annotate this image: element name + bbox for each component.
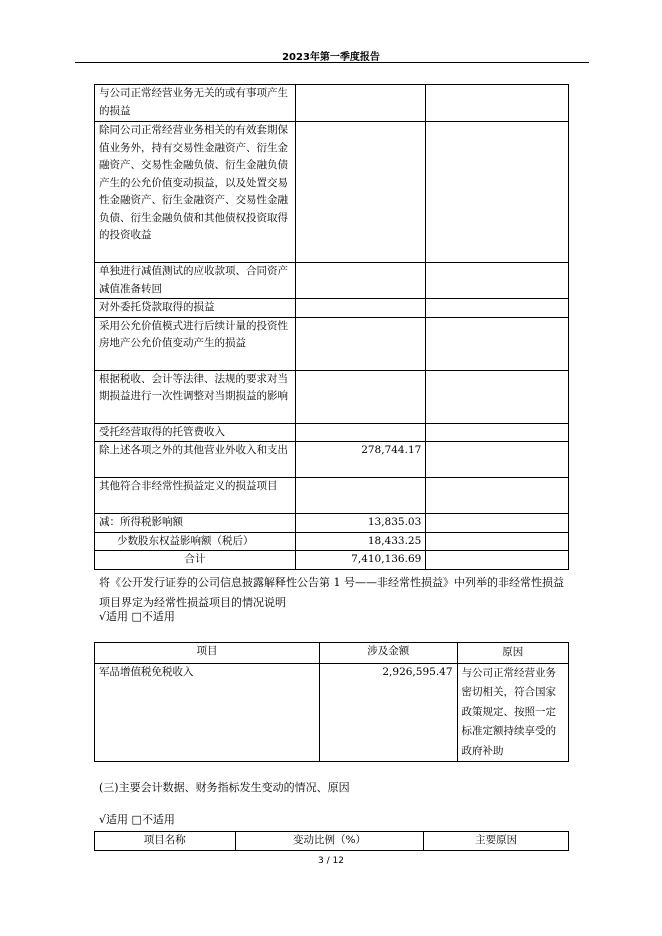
row-item-label: 单独进行减值测试的应收款项、合同资产减值准备转回 bbox=[95, 263, 296, 299]
row-item-label: 除同公司正常经营业务相关的有效套期保值业务外，持有交易性金融资产、衍生金融资产、交易性金融负债、衍生金融负债产生的公允价值变动损益，以及处置交易性金融资产、衍生金融资产、交易性金融负债、衍生金融负债和其他债权投资取得的投资收益 bbox=[95, 122, 296, 263]
row-amount bbox=[295, 317, 426, 370]
table-row bbox=[95, 478, 569, 514]
row-amount bbox=[295, 423, 426, 442]
row-note bbox=[426, 532, 569, 551]
row-note bbox=[426, 514, 569, 533]
table-row bbox=[95, 85, 569, 122]
table-row bbox=[95, 299, 569, 318]
table-row bbox=[95, 370, 569, 423]
table-row bbox=[95, 317, 569, 370]
table-header-row bbox=[95, 643, 569, 664]
non-recurring-gains-table bbox=[94, 84, 569, 570]
table-row bbox=[95, 423, 569, 442]
table-row bbox=[95, 263, 569, 299]
row-note bbox=[426, 122, 569, 263]
row-amount bbox=[295, 370, 426, 423]
row-amount: 2,926,595.47 bbox=[319, 663, 457, 762]
table-row-total bbox=[95, 551, 569, 570]
row-note bbox=[426, 478, 569, 514]
row-amount: 18,433.25 bbox=[295, 532, 426, 551]
row-note bbox=[426, 299, 569, 318]
column-header-change-ratio: 变动比例（%） bbox=[235, 832, 424, 851]
row-note bbox=[426, 263, 569, 299]
row-reason: 与公司正常经营业务密切相关，符合国家政策规定、按照一定标准定额持续享受的政府补助 bbox=[457, 663, 568, 762]
row-amount: 13,835.03 bbox=[295, 514, 426, 533]
row-note bbox=[426, 85, 569, 122]
row-note bbox=[426, 551, 569, 570]
row-note bbox=[426, 442, 569, 478]
row-note bbox=[426, 317, 569, 370]
report-header-title: 2023年第一季度报告 bbox=[282, 52, 380, 63]
column-header-item: 项目 bbox=[95, 643, 320, 664]
column-header-amount: 涉及金额 bbox=[319, 643, 457, 664]
reclassified-items-table bbox=[94, 642, 569, 762]
column-header-item-name: 项目名称 bbox=[95, 832, 236, 851]
applicability-indicator: √适用 □不适用 bbox=[99, 610, 175, 623]
row-item-label: 少数股东权益影响额（税后） bbox=[95, 532, 296, 551]
row-amount bbox=[295, 122, 426, 263]
table-row bbox=[95, 514, 569, 533]
applicability-indicator: √适用 □不适用 bbox=[99, 813, 175, 826]
indicator-change-table bbox=[94, 831, 569, 851]
table-row bbox=[95, 122, 569, 263]
row-amount: 278,744.17 bbox=[295, 442, 426, 478]
column-header-main-reason: 主要原因 bbox=[424, 832, 569, 851]
row-note bbox=[426, 370, 569, 423]
row-item-label: 除上述各项之外的其他营业外收入和支出 bbox=[95, 442, 296, 478]
header-divider bbox=[75, 62, 589, 63]
table-header-row bbox=[95, 832, 569, 851]
row-item-label: 其他符合非经常性损益定义的损益项目 bbox=[95, 478, 296, 514]
row-item-label: 军品增值税免税收入 bbox=[95, 663, 320, 762]
row-item-label: 根据税收、会计等法律、法规的要求对当期损益进行一次性调整对当期损益的影响 bbox=[95, 370, 296, 423]
row-item-label: 减：所得税影响额 bbox=[95, 514, 296, 533]
row-item-label: 对外委托贷款取得的损益 bbox=[95, 299, 296, 318]
row-amount bbox=[295, 85, 426, 122]
table-row bbox=[95, 442, 569, 478]
row-amount bbox=[295, 263, 426, 299]
row-amount bbox=[295, 478, 426, 514]
row-item-label: 采用公允价值模式进行后续计量的投资性房地产公允价值变动产生的损益 bbox=[95, 317, 296, 370]
section-title: (三)主要会计数据、财务指标发生变动的情况、原因 bbox=[99, 781, 350, 794]
reclassification-note: 将《公开发行证券的公司信息披露解释性公告第 1 号——非经常性损益》中列举的非经常性损益项目界定为经常性损益项目的情况说明 bbox=[99, 576, 564, 609]
row-note bbox=[426, 423, 569, 442]
row-amount: 7,410,136.69 bbox=[295, 551, 426, 570]
row-item-label: 合计 bbox=[95, 551, 296, 570]
page-number: 3 / 12 bbox=[318, 856, 344, 866]
row-amount bbox=[295, 299, 426, 318]
table-row bbox=[95, 532, 569, 551]
table-row bbox=[95, 663, 569, 762]
column-header-reason: 原因 bbox=[457, 643, 568, 664]
row-item-label: 与公司正常经营业务无关的或有事项产生的损益 bbox=[95, 85, 296, 122]
row-item-label: 受托经营取得的托管费收入 bbox=[95, 423, 296, 442]
